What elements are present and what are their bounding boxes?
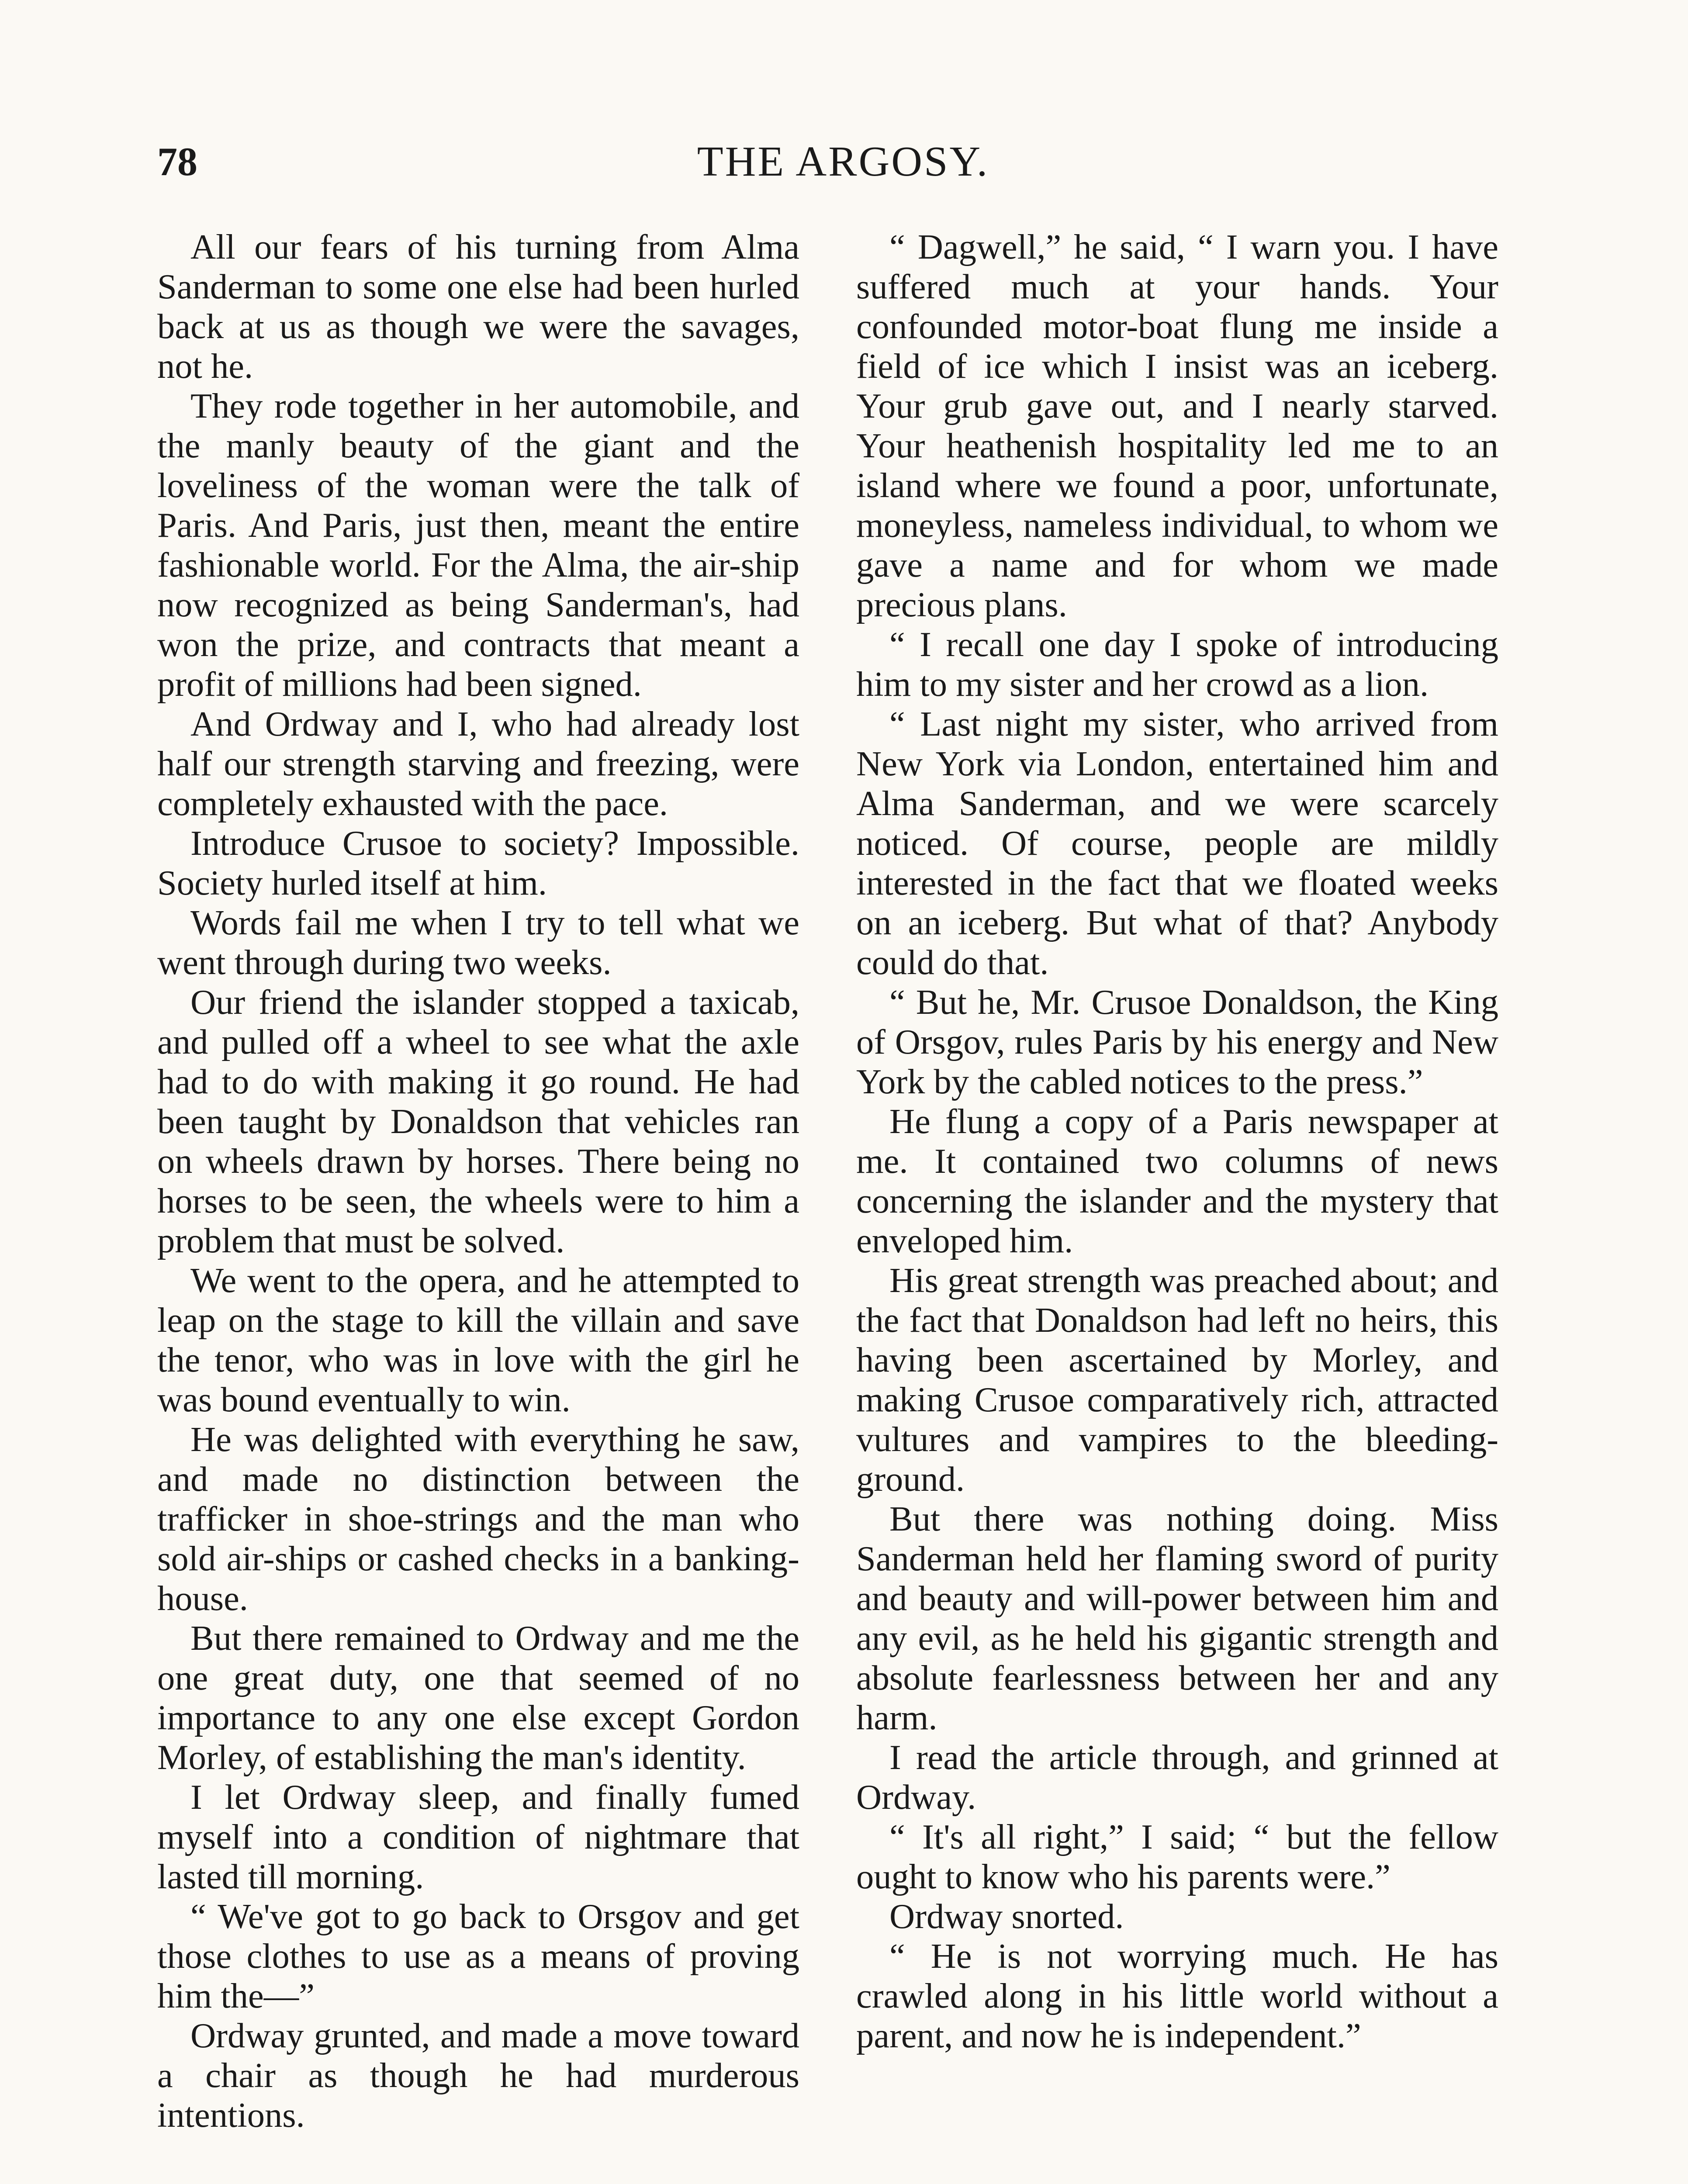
paragraph: “ But he, Mr. Crusoe Donaldson, the King of Orsgov, rules Paris by his energy and New York by the cabled notices to the press.” — [856, 983, 1498, 1101]
paragraph: But there remained to Ordway and me the one great duty, one that seemed of no importance to any one else except Gordon Morley, of establishing the man's identity. — [157, 1619, 799, 1777]
page-header — [157, 135, 1529, 188]
paragraph: I read the article through, and grinned at Ordway. — [856, 1738, 1498, 1817]
paragraph: Ordway snorted. — [889, 1897, 1124, 1936]
paragraph: His great strength was preached about; and the fact that Donaldson had left no heirs, this having been ascertained by Morley, and making Crusoe comparatively rich, attracted vultures and vampires to the bleeding-ground. — [856, 1261, 1498, 1499]
paragraph: He was delighted with everything he saw, and made no distinction between the trafficker in shoe-strings and the man who sold air-ships or cashed checks in a banking-house. — [157, 1420, 799, 1618]
paragraph: Words fail me when I try to tell what we went through during two weeks. — [157, 903, 799, 982]
paragraph: “ Dagwell,” he said, “ I warn you. I have suffered much at your hands. Your confounded motor-boat flung me inside a field of ice which I insist was an iceberg. Your grub gave out, and I nearly starved. Your heathenish hospitality led me to an island where we found a poor, unfortunate, moneyless, nameless individual, to whom we gave a name and for whom we made precious plans. — [856, 228, 1498, 624]
running-title: THE ARGOSY. — [697, 138, 989, 185]
paragraph: But there was nothing doing. Miss Sanderman held her flaming sword of purity and beauty and will-power between him and any evil, as he held his gigantic strength and absolute fearlessness between her and any harm. — [856, 1500, 1498, 1737]
paragraph: “ Last night my sister, who arrived from New York via London, entertained him and Alma Sanderman, and we were scarcely noticed. Of course, people are mildly interested in the fact that we floated weeks on an iceberg. But what of that? Anybody could do that. — [856, 705, 1498, 982]
paragraph: We went to the opera, and he attempted to leap on the stage to kill the villain and save the tenor, who was in love with the girl he was bound eventually to win. — [157, 1261, 799, 1419]
paragraph: “ It's all right,” I said; “ but the fellow ought to know who his parents were.” — [856, 1818, 1498, 1896]
paragraph: All our fears of his turning from Alma Sanderman to some one else had been hurled back at us as though we were the savages, not he. — [157, 228, 799, 386]
right-column — [856, 227, 1498, 2056]
paragraph: Our friend the islander stopped a taxicab, and pulled off a wheel to see what the axle had to do with making it go round. He had been taught by Donaldson that vehicles ran on wheels drawn by horses. There being no horses to be seen, the wheels were to him a problem that must be solved. — [157, 983, 799, 1260]
paragraph: “ We've got to go back to Orsgov and get those clothes to use as a means of proving him the—” — [157, 1897, 799, 2015]
paragraph: They rode together in her automobile, and the manly beauty of the giant and the loveliness of the woman were the talk of Paris. And Paris, just then, meant the entire fashionable world. For the Alma, the air-ship now recognized as being Sanderman's, had won the prize, and contracts that meant a profit of millions had been signed. — [157, 387, 799, 704]
paragraph: Introduce Crusoe to society? Impossible. Society hurled itself at him. — [157, 824, 799, 902]
left-column — [157, 227, 799, 2135]
paragraph: And Ordway and I, who had already lost half our strength starving and freezing, were completely exhausted with the pace. — [157, 705, 799, 823]
page-number: 78 — [157, 139, 197, 184]
paragraph: Ordway grunted, and made a move toward a chair as though he had murderous intentions. — [157, 2016, 799, 2135]
paragraph: He flung a copy of a Paris newspaper at me. It contained two columns of news concerning the islander and the mystery that enveloped him. — [856, 1102, 1498, 1260]
paragraph: “ He is not worrying much. He has crawled along in his little world without a parent, and now he is independent.” — [856, 1937, 1498, 2055]
paragraph: “ I recall one day I spoke of introducing him to my sister and her crowd as a lion. — [856, 625, 1498, 704]
paragraph: I let Ordway sleep, and finally fumed myself into a condition of nightmare that lasted till morning. — [157, 1778, 799, 1896]
